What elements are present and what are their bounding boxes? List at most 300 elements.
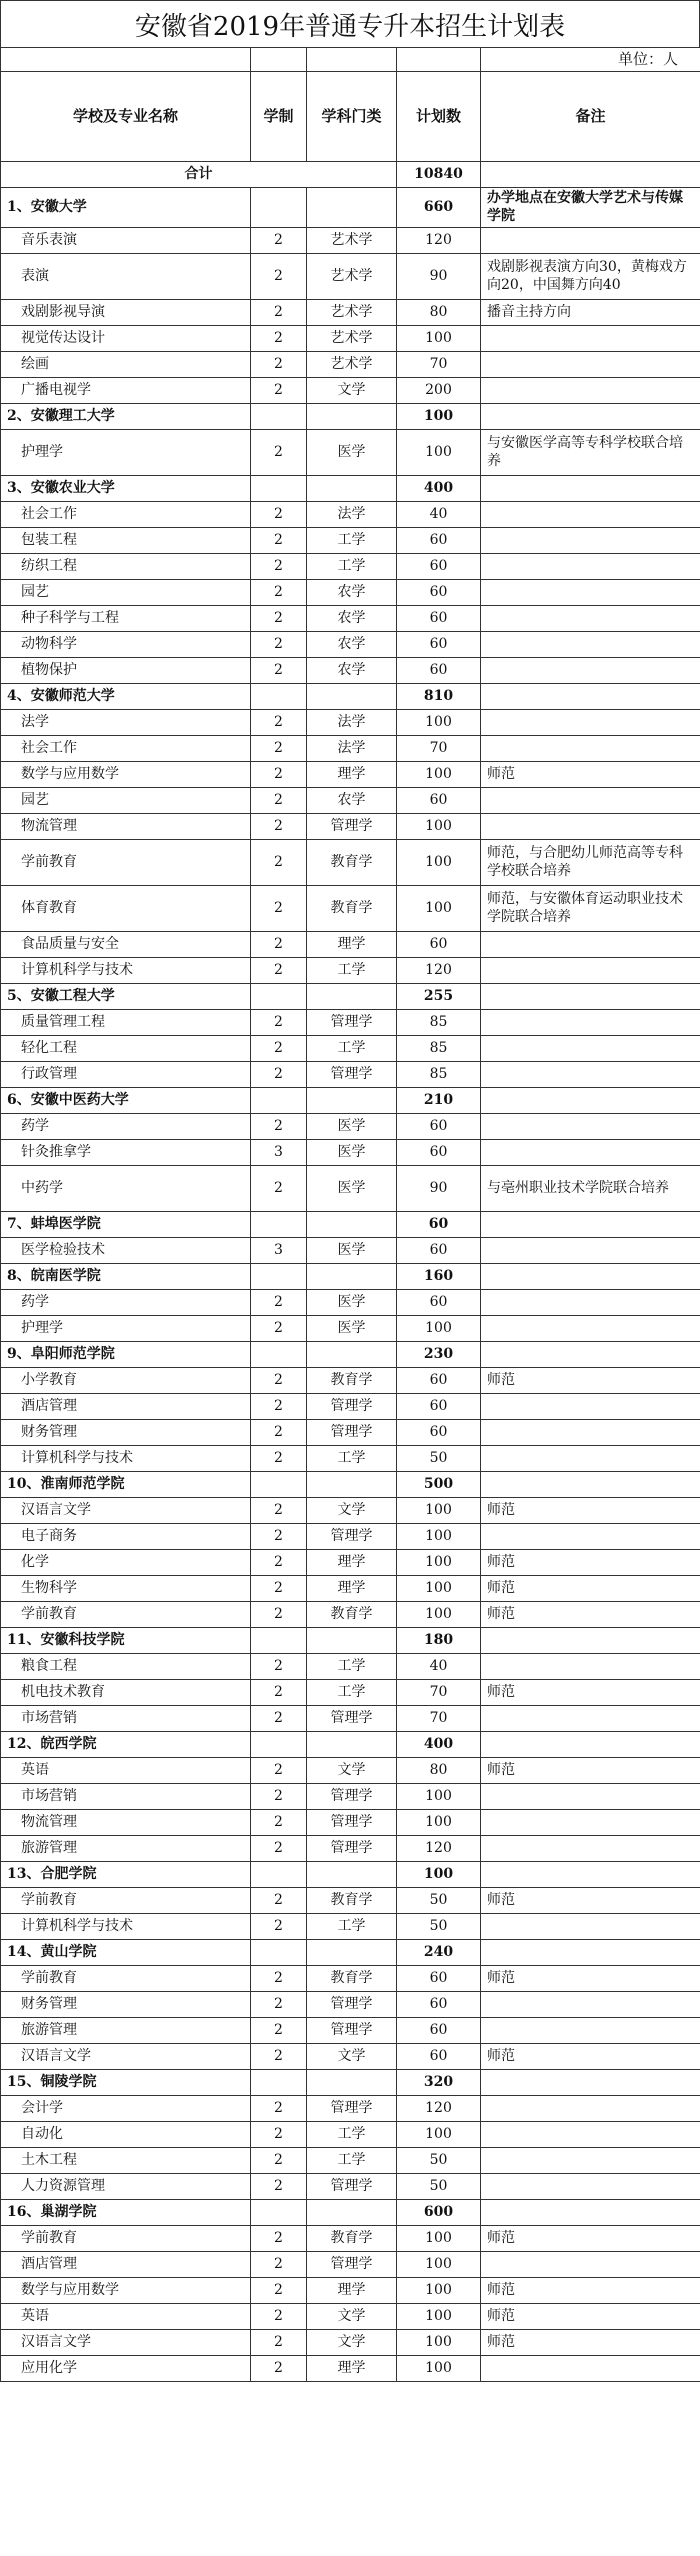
cell-category: 农学	[307, 658, 397, 684]
cell-category: 医学	[307, 1140, 397, 1166]
cell-category: 理学	[307, 1576, 397, 1602]
major-row	[1, 1706, 700, 1732]
cell-note	[481, 1114, 700, 1140]
cell-name: 4、安徽师范大学	[1, 684, 251, 710]
cell-plan: 100	[397, 1862, 481, 1888]
cell-plan: 70	[397, 736, 481, 762]
cell-name: 护理学	[1, 430, 251, 476]
cell-plan: 60	[397, 632, 481, 658]
university-row	[1, 476, 700, 502]
major-row	[1, 2252, 700, 2278]
cell-plan: 120	[397, 958, 481, 984]
cell-years: 2	[251, 1524, 307, 1550]
cell-name: 种子科学与工程	[1, 606, 251, 632]
cell-years: 2	[251, 1888, 307, 1914]
cell-category	[307, 2200, 397, 2226]
major-row	[1, 1316, 700, 1342]
cell-name: 酒店管理	[1, 1394, 251, 1420]
major-row	[1, 1446, 700, 1472]
cell-name: 药学	[1, 1114, 251, 1140]
cell-name: 5、安徽工程大学	[1, 984, 251, 1010]
cell-plan: 120	[397, 228, 481, 254]
cell-category: 工学	[307, 1680, 397, 1706]
cell-plan: 70	[397, 1706, 481, 1732]
cell-name: 12、皖西学院	[1, 1732, 251, 1758]
cell-years: 2	[251, 762, 307, 788]
cell-category: 艺术学	[307, 300, 397, 326]
cell-years: 2	[251, 378, 307, 404]
cell-category: 艺术学	[307, 352, 397, 378]
cell-name: 社会工作	[1, 502, 251, 528]
cell-category: 文学	[307, 1758, 397, 1784]
cell-note: 师范	[481, 1888, 700, 1914]
cell-years: 2	[251, 736, 307, 762]
cell-years: 2	[251, 1166, 307, 1212]
cell-plan: 100	[397, 326, 481, 352]
cell-note	[481, 228, 700, 254]
major-row	[1, 1368, 700, 1394]
cell-plan: 60	[397, 580, 481, 606]
cell-plan: 240	[397, 1940, 481, 1966]
cell-years: 2	[251, 300, 307, 326]
cell-note: 师范，与合肥幼儿师范高等专科学校联合培养	[481, 840, 700, 886]
cell-note	[481, 1264, 700, 1290]
cell-name: 英语	[1, 1758, 251, 1784]
major-row	[1, 2044, 700, 2070]
cell-years: 2	[251, 1576, 307, 1602]
cell-years	[251, 1264, 307, 1290]
university-row	[1, 1212, 700, 1238]
cell-years: 2	[251, 1784, 307, 1810]
cell-note: 师范	[481, 1758, 700, 1784]
cell-plan: 90	[397, 1166, 481, 1212]
cell-note	[481, 1140, 700, 1166]
cell-category: 管理学	[307, 2252, 397, 2278]
cell-name: 市场营销	[1, 1706, 251, 1732]
cell-category	[307, 2070, 397, 2096]
header-category: 学科门类	[307, 72, 397, 162]
cell-name: 法学	[1, 710, 251, 736]
cell-category: 管理学	[307, 1836, 397, 1862]
cell-years: 2	[251, 1550, 307, 1576]
cell-note	[481, 2356, 700, 2382]
major-row	[1, 762, 700, 788]
cell-years: 2	[251, 2148, 307, 2174]
cell-plan: 100	[397, 2226, 481, 2252]
cell-plan: 210	[397, 1088, 481, 1114]
cell-category: 医学	[307, 1238, 397, 1264]
cell-name: 土木工程	[1, 2148, 251, 2174]
major-row	[1, 2122, 700, 2148]
cell-name: 旅游管理	[1, 2018, 251, 2044]
cell-note	[481, 1628, 700, 1654]
cell-years: 2	[251, 958, 307, 984]
header-row	[1, 72, 700, 162]
cell-note	[481, 1940, 700, 1966]
cell-note: 师范	[481, 2304, 700, 2330]
cell-plan: 230	[397, 1342, 481, 1368]
cell-name: 14、黄山学院	[1, 1940, 251, 1966]
major-row	[1, 430, 700, 476]
cell-note	[481, 1732, 700, 1758]
cell-plan: 100	[397, 1316, 481, 1342]
cell-note	[481, 710, 700, 736]
cell-years: 2	[251, 1114, 307, 1140]
cell-category: 工学	[307, 1446, 397, 1472]
major-row	[1, 1810, 700, 1836]
cell-years: 2	[251, 1062, 307, 1088]
cell-years: 2	[251, 1290, 307, 1316]
major-row	[1, 2304, 700, 2330]
cell-name: 学前教育	[1, 1966, 251, 1992]
cell-note: 戏剧影视表演方向30，黄梅戏方向20，中国舞方向40	[481, 254, 700, 300]
cell-note	[481, 1212, 700, 1238]
cell-years	[251, 1212, 307, 1238]
cell-name: 学前教育	[1, 2226, 251, 2252]
cell-years: 2	[251, 932, 307, 958]
cell-category	[307, 1212, 397, 1238]
cell-plan: 60	[397, 1420, 481, 1446]
cell-years: 2	[251, 886, 307, 932]
major-row	[1, 1758, 700, 1784]
header-years: 学制	[251, 72, 307, 162]
cell-plan: 100	[397, 710, 481, 736]
header-note: 备注	[481, 72, 700, 162]
cell-plan: 180	[397, 1628, 481, 1654]
cell-plan: 320	[397, 2070, 481, 2096]
cell-years: 2	[251, 710, 307, 736]
cell-category: 教育学	[307, 2226, 397, 2252]
cell-plan: 100	[397, 886, 481, 932]
cell-plan: 85	[397, 1062, 481, 1088]
cell-years: 2	[251, 2356, 307, 2382]
cell-name: 轻化工程	[1, 1036, 251, 1062]
cell-years: 2	[251, 554, 307, 580]
cell-category: 工学	[307, 554, 397, 580]
cell-category: 理学	[307, 932, 397, 958]
cell-name: 汉语言文学	[1, 2044, 251, 2070]
cell-plan: 50	[397, 1446, 481, 1472]
cell-note	[481, 1914, 700, 1940]
cell-note: 办学地点在安徽大学艺术与传媒学院	[481, 188, 700, 228]
cell-name: 计算机科学与技术	[1, 958, 251, 984]
cell-category: 艺术学	[307, 326, 397, 352]
cell-name: 机电技术教育	[1, 1680, 251, 1706]
cell-years: 2	[251, 814, 307, 840]
cell-years	[251, 404, 307, 430]
cell-years: 2	[251, 502, 307, 528]
major-row	[1, 840, 700, 886]
cell-plan: 100	[397, 840, 481, 886]
university-row	[1, 188, 700, 228]
cell-years: 2	[251, 1914, 307, 1940]
major-row	[1, 1290, 700, 1316]
cell-name: 护理学	[1, 1316, 251, 1342]
cell-years: 3	[251, 1140, 307, 1166]
cell-category: 医学	[307, 1114, 397, 1140]
cell-category: 教育学	[307, 1602, 397, 1628]
cell-note: 与安徽医学高等专科学校联合培养	[481, 430, 700, 476]
cell-name: 16、巢湖学院	[1, 2200, 251, 2226]
cell-years: 2	[251, 1394, 307, 1420]
cell-note	[481, 404, 700, 430]
unit-row	[1, 48, 700, 72]
cell-plan: 120	[397, 1836, 481, 1862]
cell-category: 教育学	[307, 1888, 397, 1914]
header-name: 学校及专业名称	[1, 72, 251, 162]
cell-name: 表演	[1, 254, 251, 300]
major-row	[1, 1166, 700, 1212]
cell-note	[481, 2148, 700, 2174]
major-row	[1, 710, 700, 736]
cell-plan: 60	[397, 554, 481, 580]
cell-note	[481, 1010, 700, 1036]
cell-years: 2	[251, 2044, 307, 2070]
cell-name: 园艺	[1, 580, 251, 606]
major-row	[1, 736, 700, 762]
major-row	[1, 1836, 700, 1862]
cell-years: 2	[251, 1758, 307, 1784]
cell-category	[307, 1088, 397, 1114]
cell-years: 2	[251, 1602, 307, 1628]
major-row	[1, 1654, 700, 1680]
cell-years: 2	[251, 2096, 307, 2122]
cell-years	[251, 1862, 307, 1888]
cell-note	[481, 1784, 700, 1810]
cell-years	[251, 2200, 307, 2226]
cell-note	[481, 378, 700, 404]
major-row	[1, 378, 700, 404]
cell-category: 管理学	[307, 814, 397, 840]
cell-note	[481, 1088, 700, 1114]
cell-years: 2	[251, 606, 307, 632]
cell-category: 管理学	[307, 1784, 397, 1810]
university-row	[1, 404, 700, 430]
major-row	[1, 1784, 700, 1810]
cell-name: 物流管理	[1, 1810, 251, 1836]
cell-category	[307, 1628, 397, 1654]
cell-name: 自动化	[1, 2122, 251, 2148]
cell-name: 7、蚌埠医学院	[1, 1212, 251, 1238]
cell-plan: 80	[397, 1758, 481, 1784]
major-row	[1, 2226, 700, 2252]
cell-note	[481, 932, 700, 958]
cell-plan: 100	[397, 1784, 481, 1810]
cell-note	[481, 1836, 700, 1862]
cell-name: 英语	[1, 2304, 251, 2330]
major-row	[1, 2356, 700, 2382]
cell-plan: 100	[397, 2278, 481, 2304]
cell-years: 2	[251, 1992, 307, 2018]
university-row	[1, 1088, 700, 1114]
cell-category: 工学	[307, 1914, 397, 1940]
cell-category	[307, 1264, 397, 1290]
cell-years: 2	[251, 840, 307, 886]
major-row	[1, 2018, 700, 2044]
major-row	[1, 1888, 700, 1914]
cell-category: 医学	[307, 1316, 397, 1342]
cell-plan: 100	[397, 2304, 481, 2330]
cell-category: 医学	[307, 1166, 397, 1212]
cell-years: 2	[251, 788, 307, 814]
cell-note	[481, 788, 700, 814]
cell-years	[251, 1628, 307, 1654]
cell-note	[481, 984, 700, 1010]
cell-name: 6、安徽中医药大学	[1, 1088, 251, 1114]
cell-category: 管理学	[307, 1810, 397, 1836]
cell-name: 人力资源管理	[1, 2174, 251, 2200]
cell-note: 师范	[481, 1550, 700, 1576]
cell-years: 2	[251, 1810, 307, 1836]
cell-plan: 60	[397, 1966, 481, 1992]
cell-category: 文学	[307, 2044, 397, 2070]
major-row	[1, 528, 700, 554]
major-row	[1, 2148, 700, 2174]
cell-name: 园艺	[1, 788, 251, 814]
major-row	[1, 886, 700, 932]
major-row	[1, 2278, 700, 2304]
cell-category: 文学	[307, 378, 397, 404]
cell-years	[251, 1472, 307, 1498]
cell-plan: 100	[397, 814, 481, 840]
university-row	[1, 2070, 700, 2096]
cell-plan: 60	[397, 658, 481, 684]
cell-years: 2	[251, 1836, 307, 1862]
cell-category: 工学	[307, 1036, 397, 1062]
cell-plan: 60	[397, 1368, 481, 1394]
cell-years: 2	[251, 632, 307, 658]
cell-note	[481, 2252, 700, 2278]
cell-years: 2	[251, 1368, 307, 1394]
cell-note	[481, 528, 700, 554]
major-row	[1, 2330, 700, 2356]
cell-years: 2	[251, 254, 307, 300]
cell-category	[307, 476, 397, 502]
cell-note	[481, 1654, 700, 1680]
cell-plan: 120	[397, 2096, 481, 2122]
cell-category: 工学	[307, 2148, 397, 2174]
cell-note: 师范，与安徽体育运动职业技术学院联合培养	[481, 886, 700, 932]
cell-category	[307, 404, 397, 430]
cell-category: 管理学	[307, 1524, 397, 1550]
cell-note: 师范	[481, 2044, 700, 2070]
cell-name: 食品质量与安全	[1, 932, 251, 958]
cell-category: 教育学	[307, 886, 397, 932]
cell-name: 电子商务	[1, 1524, 251, 1550]
cell-name: 3、安徽农业大学	[1, 476, 251, 502]
cell-category: 工学	[307, 528, 397, 554]
total-row	[1, 162, 700, 188]
cell-plan: 100	[397, 1498, 481, 1524]
cell-category: 教育学	[307, 840, 397, 886]
cell-category: 法学	[307, 710, 397, 736]
major-row	[1, 606, 700, 632]
cell-note: 播音主持方向	[481, 300, 700, 326]
cell-plan: 100	[397, 2356, 481, 2382]
cell-plan: 400	[397, 476, 481, 502]
university-row	[1, 684, 700, 710]
cell-years: 2	[251, 352, 307, 378]
cell-plan: 100	[397, 430, 481, 476]
major-row	[1, 1576, 700, 1602]
cell-name: 数学与应用数学	[1, 762, 251, 788]
cell-plan: 60	[397, 1238, 481, 1264]
cell-name: 视觉传达设计	[1, 326, 251, 352]
cell-name: 学前教育	[1, 1888, 251, 1914]
cell-category: 管理学	[307, 2096, 397, 2122]
cell-years: 2	[251, 228, 307, 254]
cell-name: 11、安徽科技学院	[1, 1628, 251, 1654]
cell-note	[481, 2200, 700, 2226]
cell-name: 8、皖南医学院	[1, 1264, 251, 1290]
cell-years: 2	[251, 1966, 307, 1992]
major-row	[1, 1238, 700, 1264]
cell-note	[481, 1062, 700, 1088]
cell-name: 2、安徽理工大学	[1, 404, 251, 430]
cell-plan: 60	[397, 2018, 481, 2044]
cell-note: 师范	[481, 2330, 700, 2356]
cell-category: 工学	[307, 1654, 397, 1680]
major-row	[1, 2096, 700, 2122]
cell-plan: 400	[397, 1732, 481, 1758]
cell-years	[251, 984, 307, 1010]
cell-name: 包装工程	[1, 528, 251, 554]
cell-plan: 70	[397, 1680, 481, 1706]
cell-note	[481, 958, 700, 984]
cell-category	[307, 1342, 397, 1368]
cell-note	[481, 1706, 700, 1732]
cell-years	[251, 684, 307, 710]
major-row	[1, 958, 700, 984]
cell-note	[481, 326, 700, 352]
cell-category: 法学	[307, 736, 397, 762]
cell-plan: 100	[397, 404, 481, 430]
cell-category	[307, 1940, 397, 1966]
cell-name: 市场营销	[1, 1784, 251, 1810]
cell-plan: 60	[397, 1114, 481, 1140]
cell-name: 物流管理	[1, 814, 251, 840]
major-row	[1, 1394, 700, 1420]
cell-category: 管理学	[307, 1062, 397, 1088]
major-row	[1, 502, 700, 528]
sheet-title: 安徽省2019年普通专升本招生计划表	[0, 0, 700, 47]
cell-note	[481, 1472, 700, 1498]
cell-note: 师范	[481, 1368, 700, 1394]
cell-plan: 80	[397, 300, 481, 326]
total-plan: 10840	[397, 162, 481, 188]
cell-note	[481, 1290, 700, 1316]
cell-category: 管理学	[307, 1394, 397, 1420]
cell-category: 工学	[307, 2122, 397, 2148]
cell-years: 2	[251, 1654, 307, 1680]
cell-note: 与亳州职业技术学院联合培养	[481, 1166, 700, 1212]
major-row	[1, 580, 700, 606]
major-row	[1, 254, 700, 300]
major-row	[1, 300, 700, 326]
cell-name: 计算机科学与技术	[1, 1914, 251, 1940]
cell-note	[481, 476, 700, 502]
cell-category: 管理学	[307, 1992, 397, 2018]
major-row	[1, 1036, 700, 1062]
cell-note	[481, 1446, 700, 1472]
university-row	[1, 1628, 700, 1654]
major-row	[1, 658, 700, 684]
cell-name: 小学教育	[1, 1368, 251, 1394]
major-row	[1, 1524, 700, 1550]
cell-name: 财务管理	[1, 1992, 251, 2018]
cell-note	[481, 2018, 700, 2044]
cell-note: 师范	[481, 2226, 700, 2252]
